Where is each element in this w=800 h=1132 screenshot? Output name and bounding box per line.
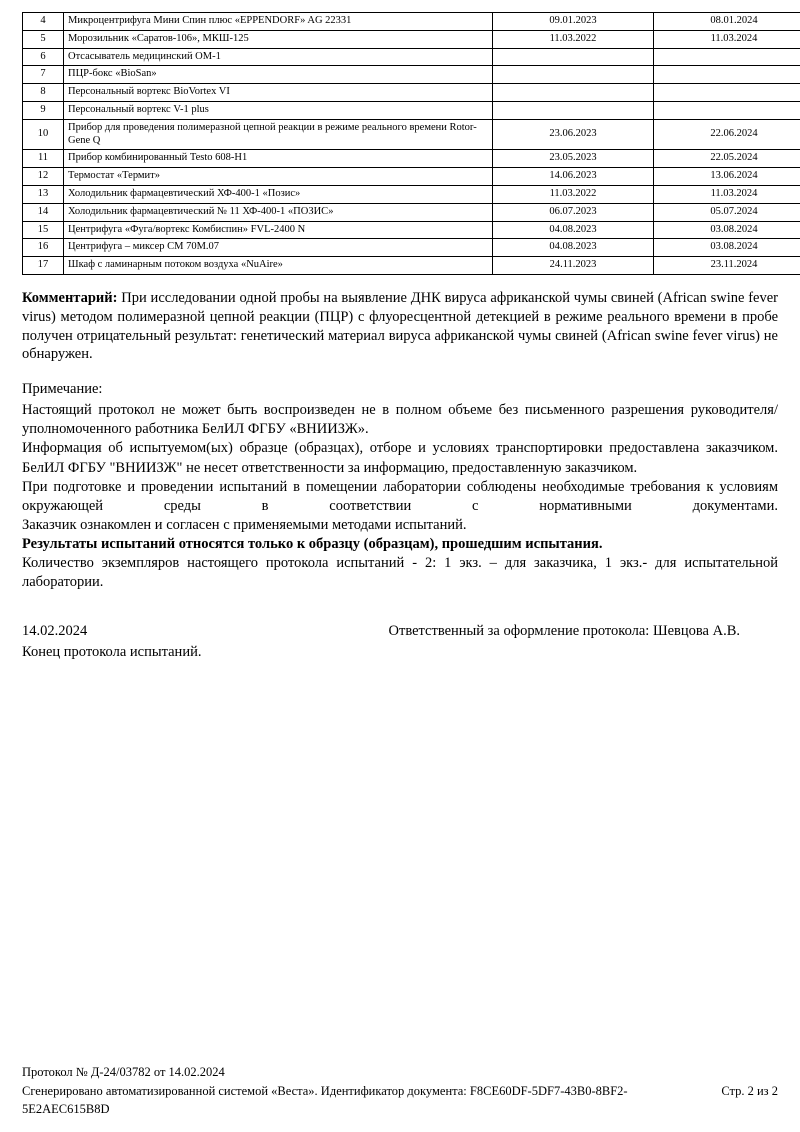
signature-row bbox=[22, 622, 778, 642]
row-date-calibration bbox=[493, 66, 654, 84]
row-name: Шкаф с ламинарным потоком воздуха «NuAire» bbox=[64, 257, 493, 275]
row-date-next: 22.06.2024 bbox=[654, 119, 800, 150]
row-name: Морозильник «Саратов-106», МКШ-125 bbox=[64, 30, 493, 48]
row-number: 10 bbox=[23, 119, 64, 150]
row-date-calibration: 04.08.2023 bbox=[493, 221, 654, 239]
row-number: 14 bbox=[23, 203, 64, 221]
row-number: 7 bbox=[23, 66, 64, 84]
table-row bbox=[23, 66, 800, 84]
row-date-next: 22.05.2024 bbox=[654, 150, 800, 168]
row-date-next: 05.07.2024 bbox=[654, 203, 800, 221]
row-date-calibration: 06.07.2023 bbox=[493, 203, 654, 221]
row-name: Центрифуга – миксер СМ 70М.07 bbox=[64, 239, 493, 257]
row-date-calibration: 23.06.2023 bbox=[493, 119, 654, 150]
row-date-next: 11.03.2024 bbox=[654, 185, 800, 203]
note-line: При подготовке и проведении испытаний в помещении лаборатории соблюдены необходимые требования к условиям окружающей среды в соответствии с нормативными документами. bbox=[22, 478, 778, 514]
signature-date: 14.02.2024 bbox=[22, 623, 88, 640]
row-date-next: 13.06.2024 bbox=[654, 168, 800, 186]
row-date-next bbox=[654, 84, 800, 102]
equipment-table-body bbox=[23, 13, 800, 275]
row-number: 12 bbox=[23, 168, 64, 186]
table-row bbox=[23, 30, 800, 48]
row-date-calibration bbox=[493, 101, 654, 119]
row-name: ПЦР-бокс «BioSan» bbox=[64, 66, 493, 84]
row-date-calibration: 11.03.2022 bbox=[493, 185, 654, 203]
row-number: 15 bbox=[23, 221, 64, 239]
page-footer bbox=[22, 1063, 778, 1118]
row-name: Прибор для проведения полимеразной цепной реакции в режиме реального времени Rotor-Gene Q bbox=[64, 119, 493, 150]
footer-protocol: Протокол № Д-24/03782 от 14.02.2024 bbox=[22, 1064, 225, 1079]
note-line: Информация об испытуемом(ых) образце (образцах), отборе и условиях транспортировки предоставлена заказчиком. БелИЛ ФГБУ "ВНИИЗЖ" не несет ответственности за информацию, предоставленную заказчиком. bbox=[22, 440, 778, 476]
row-date-next bbox=[654, 48, 800, 66]
row-number: 5 bbox=[23, 30, 64, 48]
table-row bbox=[23, 84, 800, 102]
row-date-next: 23.11.2024 bbox=[654, 257, 800, 275]
note-copies-line: Количество экземпляров настоящего протокола испытаний - 2: 1 экз. – для заказчика, 1 экз.- для испытательной лаборатории. bbox=[22, 555, 778, 591]
note-results-line: Результаты испытаний относятся только к образцу (образцам), прошедшим испытания. bbox=[22, 536, 603, 553]
row-date-calibration: 24.11.2023 bbox=[493, 257, 654, 275]
table-row bbox=[23, 239, 800, 257]
row-date-calibration: 04.08.2023 bbox=[493, 239, 654, 257]
row-name: Персональный вортекс V-1 plus bbox=[64, 101, 493, 119]
comment-text: При исследовании одной пробы на выявление ДНК вируса африканской чумы свиней (African swine fever virus) методом полимеразной цепной реакции (ПЦР) с флуоресцентной детекцией в режиме реального времени в пробе получен отрицательный результат: генетический материал вируса африканской чумы свиней (African swine fever virus) не обнаружен. bbox=[22, 289, 778, 363]
table-row bbox=[23, 150, 800, 168]
row-date-calibration: 14.06.2023 bbox=[493, 168, 654, 186]
row-date-calibration: 11.03.2022 bbox=[493, 30, 654, 48]
signature-responsible: Ответственный за оформление протокола: Шевцова А.В. bbox=[388, 623, 740, 640]
row-date-next: 11.03.2024 bbox=[654, 30, 800, 48]
row-name: Прибор комбинированный Testo 608-H1 bbox=[64, 150, 493, 168]
row-number: 9 bbox=[23, 101, 64, 119]
table-row bbox=[23, 203, 800, 221]
note-line: Настоящий протокол не может быть воспроизведен не в полном объеме без письменного разрешения руководителя/уполномоченного работника БелИЛ ФГБУ «ВНИИЗЖ». bbox=[22, 402, 778, 438]
row-date-next: 08.01.2024 bbox=[654, 13, 800, 31]
table-row bbox=[23, 221, 800, 239]
row-number: 6 bbox=[23, 48, 64, 66]
table-row bbox=[23, 168, 800, 186]
row-date-next: 03.08.2024 bbox=[654, 239, 800, 257]
table-row bbox=[23, 185, 800, 203]
row-name: Холодильник фармацевтический № 11 ХФ-400-1 «ПОЗИС» bbox=[64, 203, 493, 221]
comment-label: Комментарий: bbox=[22, 289, 118, 306]
row-date-next: 03.08.2024 bbox=[654, 221, 800, 239]
table-row bbox=[23, 257, 800, 275]
row-name: Отсасыватель медицинский ОМ-1 bbox=[64, 48, 493, 66]
row-name: Центрифуга «Фуга/вортекс Комбиспин» FVL-2400 N bbox=[64, 221, 493, 239]
row-name: Холодильник фармацевтический ХФ-400-1 «Позис» bbox=[64, 185, 493, 203]
row-name: Термостат «Термит» bbox=[64, 168, 493, 186]
row-date-next bbox=[654, 66, 800, 84]
footer-generated-row bbox=[22, 1082, 778, 1118]
protocol-end-line: Конец протокола испытаний. bbox=[22, 643, 202, 660]
row-number: 8 bbox=[23, 84, 64, 102]
table-row bbox=[23, 48, 800, 66]
footer-generated: Сгенерировано автоматизированной системой «Веста». Идентификатор документа: F8CE60DF-5DF7-43B0-8BF2-5E2AEC615B8D bbox=[22, 1083, 628, 1116]
row-date-calibration bbox=[493, 48, 654, 66]
row-name: Персональный вортекс BioVortex VI bbox=[64, 84, 493, 102]
row-number: 4 bbox=[23, 13, 64, 31]
note-title: Примечание: bbox=[22, 381, 103, 398]
row-date-next bbox=[654, 101, 800, 119]
table-row bbox=[23, 13, 800, 31]
footer-page-number: Стр. 2 из 2 bbox=[721, 1083, 778, 1098]
note-line: Заказчик ознакомлен и согласен с применяемыми методами испытаний. bbox=[22, 516, 467, 533]
row-date-calibration bbox=[493, 84, 654, 102]
equipment-table bbox=[22, 12, 800, 275]
row-date-calibration: 23.05.2023 bbox=[493, 150, 654, 168]
row-number: 17 bbox=[23, 257, 64, 275]
row-number: 11 bbox=[23, 150, 64, 168]
row-number: 13 bbox=[23, 185, 64, 203]
table-row bbox=[23, 119, 800, 150]
comment-block bbox=[22, 289, 778, 364]
table-row bbox=[23, 101, 800, 119]
row-date-calibration: 09.01.2023 bbox=[493, 13, 654, 31]
row-name: Микроцентрифуга Мини Спин плюс «EPPENDORF» AG 22331 bbox=[64, 13, 493, 31]
row-number: 16 bbox=[23, 239, 64, 257]
note-lines bbox=[22, 401, 778, 592]
